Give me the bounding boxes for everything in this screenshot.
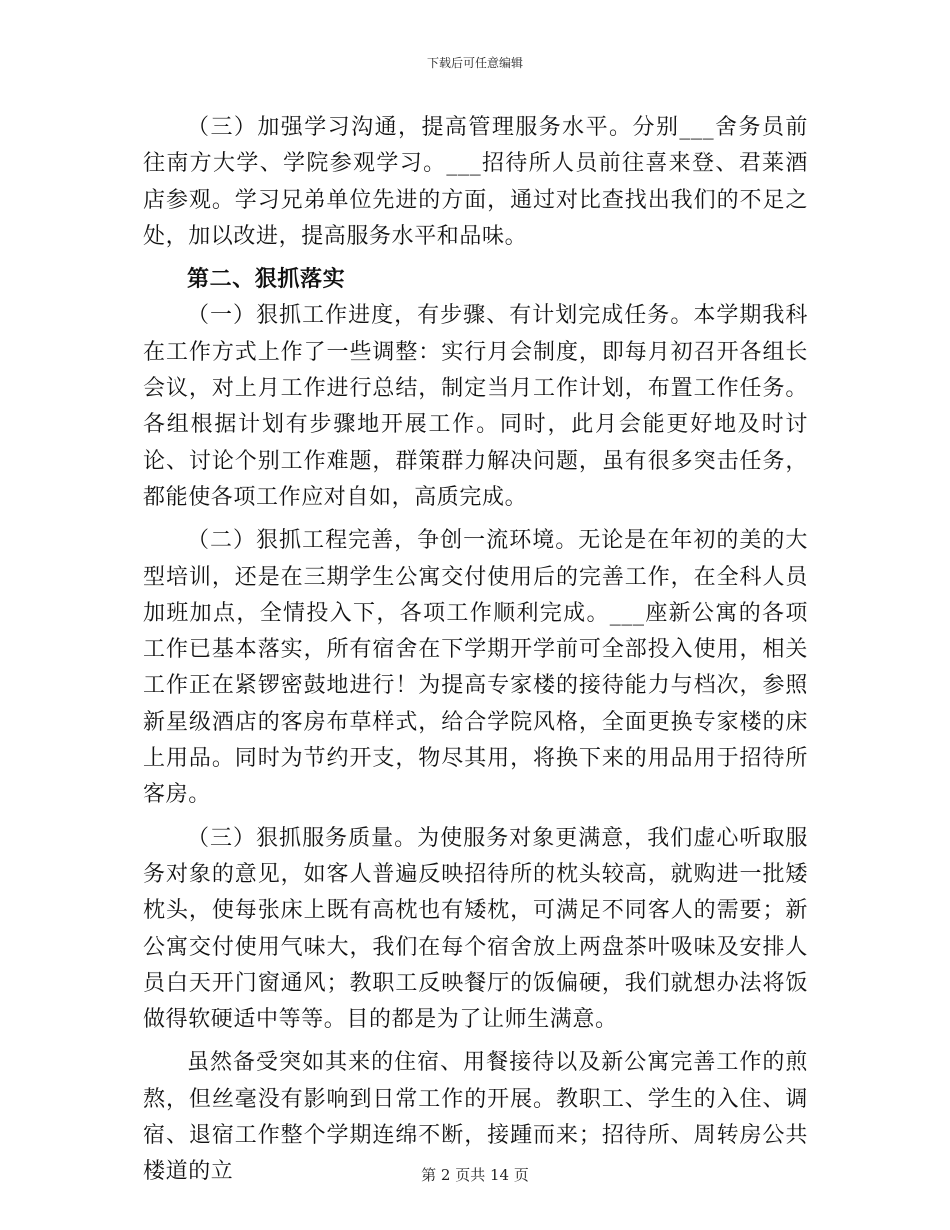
paragraph-service-quality: （三）狠抓服务质量。为使服务对象更满意，我们虚心听取服务对象的意见，如客人普遍反映招待所的枕头较高，就购进一批矮枕头，使每张床上既有高枕也有矮枕，可满足不同客人的需要；新公寓交付使用气味大，我们在每个宿舍放上两盘茶叶吸味及安排人员白天开门窗通风；教职工反映餐厅的饭偏硬，我们就想办法将饭做得软硬适中等等。目的都是为了让师生满意。 xyxy=(143,825,808,1033)
paragraph-work-progress: （一）狠抓工作进度，有步骤、有计划完成任务。本学期我科在工作方式上作了一些调整：实行月会制度，即每月初召开各组长会议，对上月工作进行总结，制定当月工作计划，布置工作任务。各组根据计划有步骤地开展工作。同时，此月会能更好地及时讨论、讨论个别工作难题，群策群力解决问题，虽有很多突击任务，都能使各项工作应对自如，高质完成。 xyxy=(143,303,808,510)
paragraph-learning-exchange: （三）加强学习沟通，提高管理服务水平。分别___舍务员前往南方大学、学院参观学习。___招待所人员前往喜来登、君莱酒店参观。学习兄弟单位先进的方面，通过对比查找出我们的不足之处，加以改进，提高服务水平和品味。 xyxy=(143,115,808,249)
section-heading: 第二、狠抓落实 xyxy=(187,267,346,293)
paragraph-engineering: （二）狠抓工程完善，争创一流环境。无论是在年初的美的大型培训，还是在三期学生公寓交付使用后的完善工作，在全科人员加班加点，全情投入下，各项工作顺利完成。___座新公寓的各项工作已基本落实，所有宿舍在下学期开学前可全部投入使用，相关工作正在紧锣密鼓地进行！为提高专家楼的接待能力与档次，参照新星级酒店的客房布草样式，给合学院风格，全面更换专家楼的床上用品。同时为节约开支，物尽其用，将换下来的用品用于招待所客房。 xyxy=(143,528,808,808)
document-body xyxy=(143,110,808,1191)
header-note: 下载后可任意编辑 xyxy=(426,56,523,70)
paragraph-daily-work: 虽然备受突如其来的住宿、用餐接待以及新公寓完善工作的煎熬，但丝毫没有影响到日常工作的开展。教职工、学生的入住、调宿、退宿工作整个学期连绵不断，接踵而来；招待所、周转房公共楼道的立 xyxy=(143,1050,808,1185)
page-number: 第 2 页共 14 页 xyxy=(421,1166,529,1184)
